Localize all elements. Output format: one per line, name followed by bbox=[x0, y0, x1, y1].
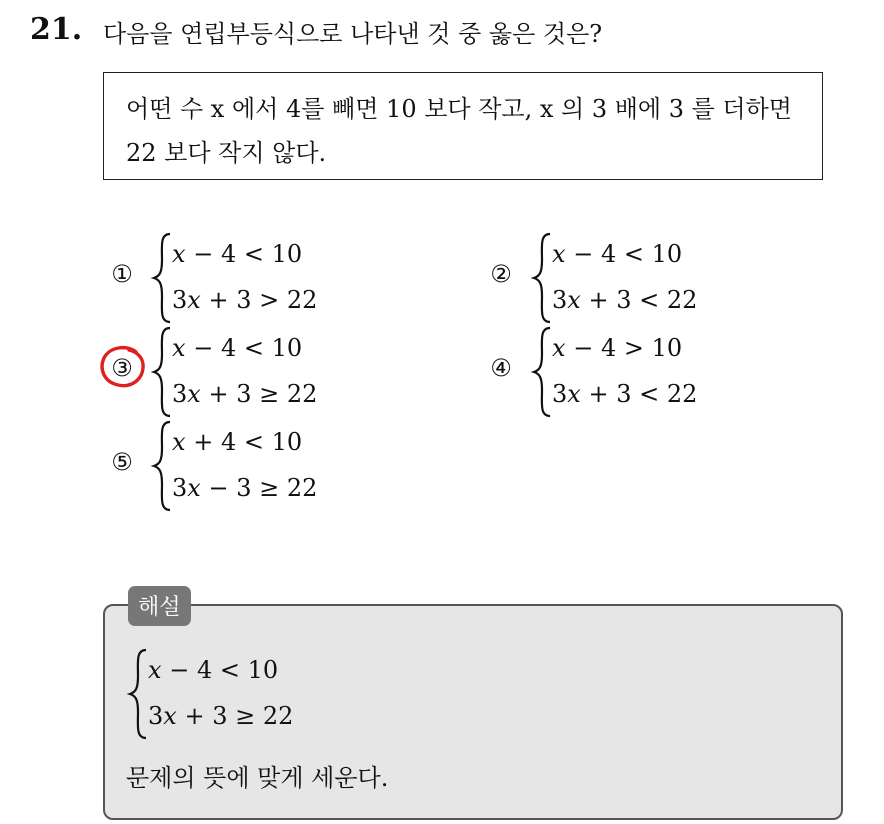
choice-4-bottom-inequality: 3x + 3 < 22 bbox=[552, 380, 698, 408]
choice-5-mark[interactable]: ⑤ bbox=[111, 448, 133, 476]
question-text: 다음을 연립부등식으로 나타낸 것 중 옳은 것은? bbox=[103, 20, 603, 48]
left-brace-icon bbox=[150, 420, 174, 512]
left-brace-icon bbox=[530, 326, 554, 418]
choice-1-top-inequality: x − 4 < 10 bbox=[172, 240, 303, 268]
question-number: 21. bbox=[30, 12, 83, 47]
choice-4-mark[interactable]: ④ bbox=[490, 354, 512, 382]
choice-3-mark[interactable]: ③ bbox=[111, 354, 133, 382]
left-brace-icon bbox=[150, 232, 174, 324]
choice-2-bottom-inequality: 3x + 3 < 22 bbox=[552, 286, 698, 314]
solution-bottom-inequality: 3x + 3 ≥ 22 bbox=[148, 702, 294, 730]
condition-line-2: 22 보다 작지 않다. bbox=[126, 139, 327, 167]
solution-explanation: 문제의 뜻에 맞게 세운다. bbox=[126, 764, 389, 792]
choice-2-top-inequality: x − 4 < 10 bbox=[552, 240, 683, 268]
condition-line-1: 어떤 수 x 에서 4를 빼면 10 보다 작고, x 의 3 배에 3 를 더하면 bbox=[126, 95, 792, 123]
choice-4-top-inequality: x − 4 > 10 bbox=[552, 334, 683, 362]
choice-3-top-inequality: x − 4 < 10 bbox=[172, 334, 303, 362]
solution-tag: 해설 bbox=[128, 586, 191, 626]
choice-2-mark[interactable]: ② bbox=[490, 260, 512, 288]
choice-5-top-inequality: x + 4 < 10 bbox=[172, 428, 303, 456]
choice-3-bottom-inequality: 3x + 3 ≥ 22 bbox=[172, 380, 318, 408]
condition-box bbox=[103, 72, 823, 180]
choice-1-bottom-inequality: 3x + 3 > 22 bbox=[172, 286, 318, 314]
left-brace-icon bbox=[150, 326, 174, 418]
choice-1-mark[interactable]: ① bbox=[111, 260, 133, 288]
solution-top-inequality: x − 4 < 10 bbox=[148, 656, 279, 684]
left-brace-icon bbox=[530, 232, 554, 324]
choice-5-bottom-inequality: 3x − 3 ≥ 22 bbox=[172, 474, 318, 502]
left-brace-icon bbox=[126, 648, 150, 740]
